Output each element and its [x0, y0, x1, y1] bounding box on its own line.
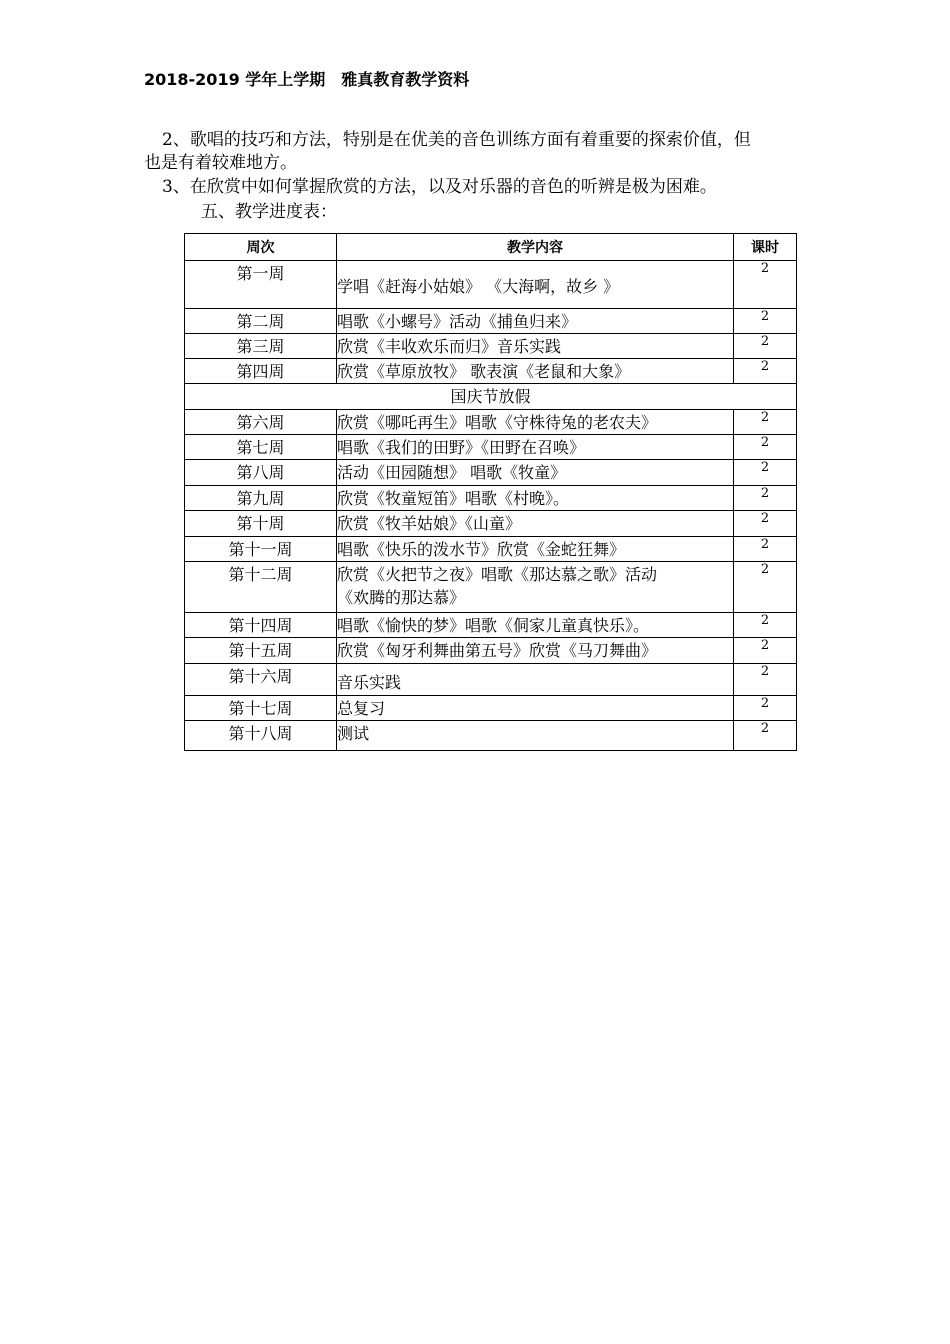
hours-cell: 2	[734, 334, 797, 359]
content-cell: 音乐实践	[337, 664, 734, 696]
hours-cell: 2	[734, 721, 797, 751]
table-row	[185, 486, 797, 511]
header-content: 教学内容	[337, 234, 734, 261]
week-cell: 第十一周	[185, 537, 337, 562]
paragraph-2-line-2: 也是有着较难地方。	[144, 153, 297, 173]
hours-cell: 2	[734, 537, 797, 562]
content-cell: 欣赏《匈牙利舞曲第五号》欣赏《马刀舞曲》	[337, 638, 734, 664]
table-row	[185, 460, 797, 486]
week-cell: 第十七周	[185, 696, 337, 721]
content-cell: 唱歌《快乐的泼水节》欣赏《金蛇狂舞》	[337, 537, 734, 562]
content-cell: 测试	[337, 721, 734, 751]
table-row	[185, 261, 797, 309]
section-5-heading: 五、教学进度表：	[201, 202, 337, 222]
table-row	[185, 562, 797, 613]
table-row	[185, 613, 797, 638]
content-cell	[337, 562, 734, 613]
week-cell: 第十四周	[185, 613, 337, 638]
content-cell: 欣赏《丰收欢乐而归》音乐实践	[337, 334, 734, 359]
week-cell: 第十二周	[185, 562, 337, 613]
table-row	[185, 511, 797, 537]
table-row	[185, 309, 797, 334]
table-row	[185, 537, 797, 562]
hours-cell: 2	[734, 460, 797, 486]
table-row	[185, 696, 797, 721]
hours-cell: 2	[734, 410, 797, 435]
week-cell: 第三周	[185, 334, 337, 359]
table-row	[185, 334, 797, 359]
week-cell: 第八周	[185, 460, 337, 486]
content-cell: 欣赏《牧童短笛》唱歌《村晚》。	[337, 486, 734, 511]
hours-cell: 2	[734, 511, 797, 537]
hours-cell: 2	[734, 359, 797, 384]
hours-cell: 2	[734, 638, 797, 664]
table-row	[185, 435, 797, 460]
hours-cell: 2	[734, 562, 797, 613]
table-row	[185, 664, 797, 696]
table-header-row	[185, 234, 797, 261]
week-cell: 第二周	[185, 309, 337, 334]
content-cell: 欣赏《牧羊姑娘》《山童》	[337, 511, 734, 537]
content-cell: 总复习	[337, 696, 734, 721]
paragraph-3: 3、在欣赏中如何掌握欣赏的方法，以及对乐器的音色的听辨是极为困难。	[162, 177, 717, 197]
content-line-2: 《欢腾的那达慕》	[337, 588, 466, 607]
table-row	[185, 410, 797, 435]
week-cell: 第六周	[185, 410, 337, 435]
content-cell: 活动《田园随想》 唱歌《牧童》	[337, 460, 734, 486]
table-row	[185, 638, 797, 664]
hours-cell: 2	[734, 664, 797, 696]
table-row	[185, 721, 797, 751]
content-cell: 欣赏《哪吒再生》唱歌《守株待兔的老农夫》	[337, 410, 734, 435]
table-row	[185, 359, 797, 384]
content-line-1: 欣赏《火把节之夜》唱歌《那达慕之歌》活动	[337, 565, 658, 584]
content-cell: 学唱《赶海小姑娘》 《大海啊，故乡 》	[337, 261, 734, 309]
week-cell: 第十八周	[185, 721, 337, 751]
content-cell: 欣赏《草原放牧》 歌表演《老鼠和大象》	[337, 359, 734, 384]
content-cell: 唱歌《愉快的梦》唱歌《侗家儿童真快乐》。	[337, 613, 734, 638]
holiday-row	[185, 384, 797, 410]
content-cell: 唱歌《小螺号》活动《捕鱼归来》	[337, 309, 734, 334]
week-cell: 第十周	[185, 511, 337, 537]
hours-cell: 2	[734, 309, 797, 334]
week-cell: 第九周	[185, 486, 337, 511]
hours-cell: 2	[734, 613, 797, 638]
week-cell: 第四周	[185, 359, 337, 384]
teaching-schedule-table	[184, 233, 797, 751]
header-hours: 课时	[734, 234, 797, 261]
content-cell: 唱歌《我们的田野》《田野在召唤》	[337, 435, 734, 460]
hours-cell: 2	[734, 486, 797, 511]
week-cell: 第七周	[185, 435, 337, 460]
page-header: 2018-2019 学年上学期 雅真教育教学资料	[144, 70, 470, 89]
header-week: 周次	[185, 234, 337, 261]
week-cell: 第十五周	[185, 638, 337, 664]
paragraph-2-line-1: 2、歌唱的技巧和方法，特别是在优美的音色训练方面有着重要的探索价值，但	[162, 130, 751, 150]
week-cell: 第一周	[185, 261, 337, 309]
holiday-cell: 国庆节放假	[185, 384, 797, 410]
hours-cell: 2	[734, 261, 797, 309]
week-cell: 第十六周	[185, 664, 337, 696]
hours-cell: 2	[734, 435, 797, 460]
hours-cell: 2	[734, 696, 797, 721]
